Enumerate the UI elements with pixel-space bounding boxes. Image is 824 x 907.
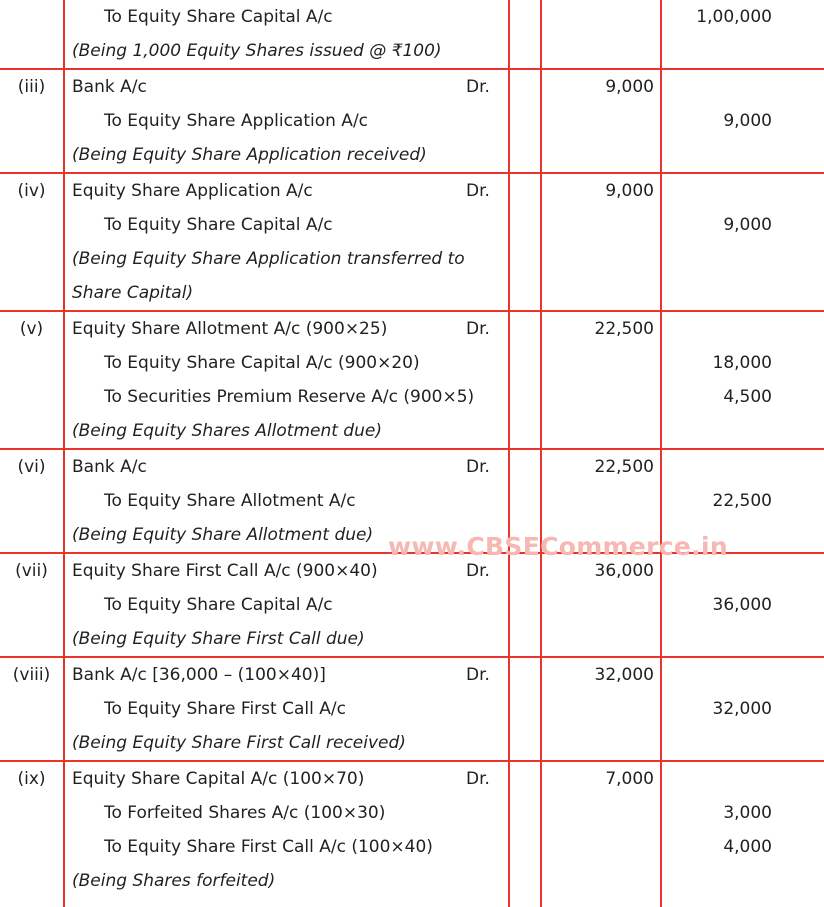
entry-particulars: To Equity Share Application A/c (104, 111, 369, 131)
entry-particulars: To Equity Share Capital A/c (104, 7, 333, 27)
entry-particulars: To Equity Share First Call A/c (100×40) (104, 837, 433, 857)
table-row (0, 658, 824, 692)
table-row (0, 518, 824, 552)
credit-amount: 4,000 (723, 837, 772, 857)
journal-entry (0, 312, 824, 450)
table-row (0, 346, 824, 380)
entry-particulars: Bank A/c (72, 457, 147, 477)
entry-serial: (iv) (17, 181, 46, 201)
watermark: www.CBSECommerce.in (388, 532, 728, 561)
journal-entry (0, 762, 824, 898)
table-row (0, 414, 824, 448)
credit-amount: 18,000 (712, 353, 772, 373)
table-row (0, 34, 824, 68)
debit-amount: 36,000 (594, 561, 654, 581)
table-row (0, 0, 824, 34)
entry-particulars: (Being 1,000 Equity Shares issued @ ₹100) (72, 41, 442, 61)
entry-particulars: To Equity Share Allotment A/c (104, 491, 356, 511)
table-row (0, 138, 824, 172)
journal-entry (0, 174, 824, 312)
journal-entry (0, 70, 824, 174)
entry-particulars: (Being Equity Shares Allotment due) (72, 421, 382, 441)
debit-amount: 22,500 (594, 319, 654, 339)
table-row (0, 554, 824, 588)
debit-marker: Dr. (466, 665, 490, 685)
entry-particulars: Bank A/c (72, 77, 147, 97)
entry-particulars: Equity Share Allotment A/c (900×25) (72, 319, 388, 339)
table-row (0, 450, 824, 484)
debit-amount: 9,000 (605, 77, 654, 97)
debit-marker: Dr. (466, 561, 490, 581)
debit-marker: Dr. (466, 77, 490, 97)
entry-particulars: (Being Equity Share First Call due) (72, 629, 365, 649)
table-row (0, 312, 824, 346)
debit-marker: Dr. (466, 457, 490, 477)
debit-marker: Dr. (466, 181, 490, 201)
entry-particulars: To Forfeited Shares A/c (100×30) (104, 803, 386, 823)
entry-serial: (v) (19, 319, 44, 339)
debit-amount: 9,000 (605, 181, 654, 201)
table-row (0, 276, 824, 310)
debit-amount: 7,000 (605, 769, 654, 789)
entry-particulars: Equity Share Application A/c (72, 181, 313, 201)
journal-entry (0, 450, 824, 554)
entry-serial: (vi) (17, 457, 46, 477)
debit-marker: Dr. (466, 769, 490, 789)
table-row (0, 208, 824, 242)
journal-entry (0, 554, 824, 658)
debit-amount: 32,000 (594, 665, 654, 685)
debit-amount: 22,500 (594, 457, 654, 477)
table-row (0, 864, 824, 898)
entry-serial: (viii) (12, 665, 51, 685)
credit-amount: 1,00,000 (696, 7, 772, 27)
credit-amount: 22,500 (712, 491, 772, 511)
table-row (0, 622, 824, 656)
entry-particulars: To Equity Share Capital A/c (900×20) (104, 353, 420, 373)
table-row (0, 104, 824, 138)
entry-particulars: To Equity Share First Call A/c (104, 699, 346, 719)
entry-particulars: (Being Equity Share Application transferred to (72, 249, 465, 269)
entry-particulars: To Securities Premium Reserve A/c (900×5) (104, 387, 475, 407)
entry-particulars: To Equity Share Capital A/c (104, 595, 333, 615)
entry-serial: (iii) (17, 77, 46, 97)
debit-marker: Dr. (466, 319, 490, 339)
table-row (0, 242, 824, 276)
table-row (0, 380, 824, 414)
credit-amount: 32,000 (712, 699, 772, 719)
entry-particulars: (Being Equity Share Allotment due) (72, 525, 374, 545)
credit-amount: 4,500 (723, 387, 772, 407)
table-row (0, 830, 824, 864)
journal-entry (0, 0, 824, 70)
table-row (0, 174, 824, 208)
table-row (0, 762, 824, 796)
credit-amount: 36,000 (712, 595, 772, 615)
entry-serial: (ix) (17, 769, 46, 789)
credit-amount: 9,000 (723, 215, 772, 235)
credit-amount: 3,000 (723, 803, 772, 823)
credit-amount: 9,000 (723, 111, 772, 131)
entry-particulars: (Being Shares forfeited) (72, 871, 276, 891)
entry-particulars: Bank A/c [36,000 – (100×40)] (72, 665, 326, 685)
entry-serial: (vii) (15, 561, 48, 581)
entry-particulars: To Equity Share Capital A/c (104, 215, 333, 235)
table-row (0, 70, 824, 104)
entry-particulars: Equity Share First Call A/c (900×40) (72, 561, 378, 581)
journal-entry (0, 658, 824, 762)
table-row (0, 726, 824, 760)
entry-particulars: (Being Equity Share First Call received) (72, 733, 406, 753)
table-row (0, 796, 824, 830)
table-row (0, 692, 824, 726)
entry-particulars: Share Capital) (72, 283, 194, 303)
entry-particulars: (Being Equity Share Application received) (72, 145, 427, 165)
entry-particulars: Equity Share Capital A/c (100×70) (72, 769, 365, 789)
table-row (0, 588, 824, 622)
table-row (0, 484, 824, 518)
